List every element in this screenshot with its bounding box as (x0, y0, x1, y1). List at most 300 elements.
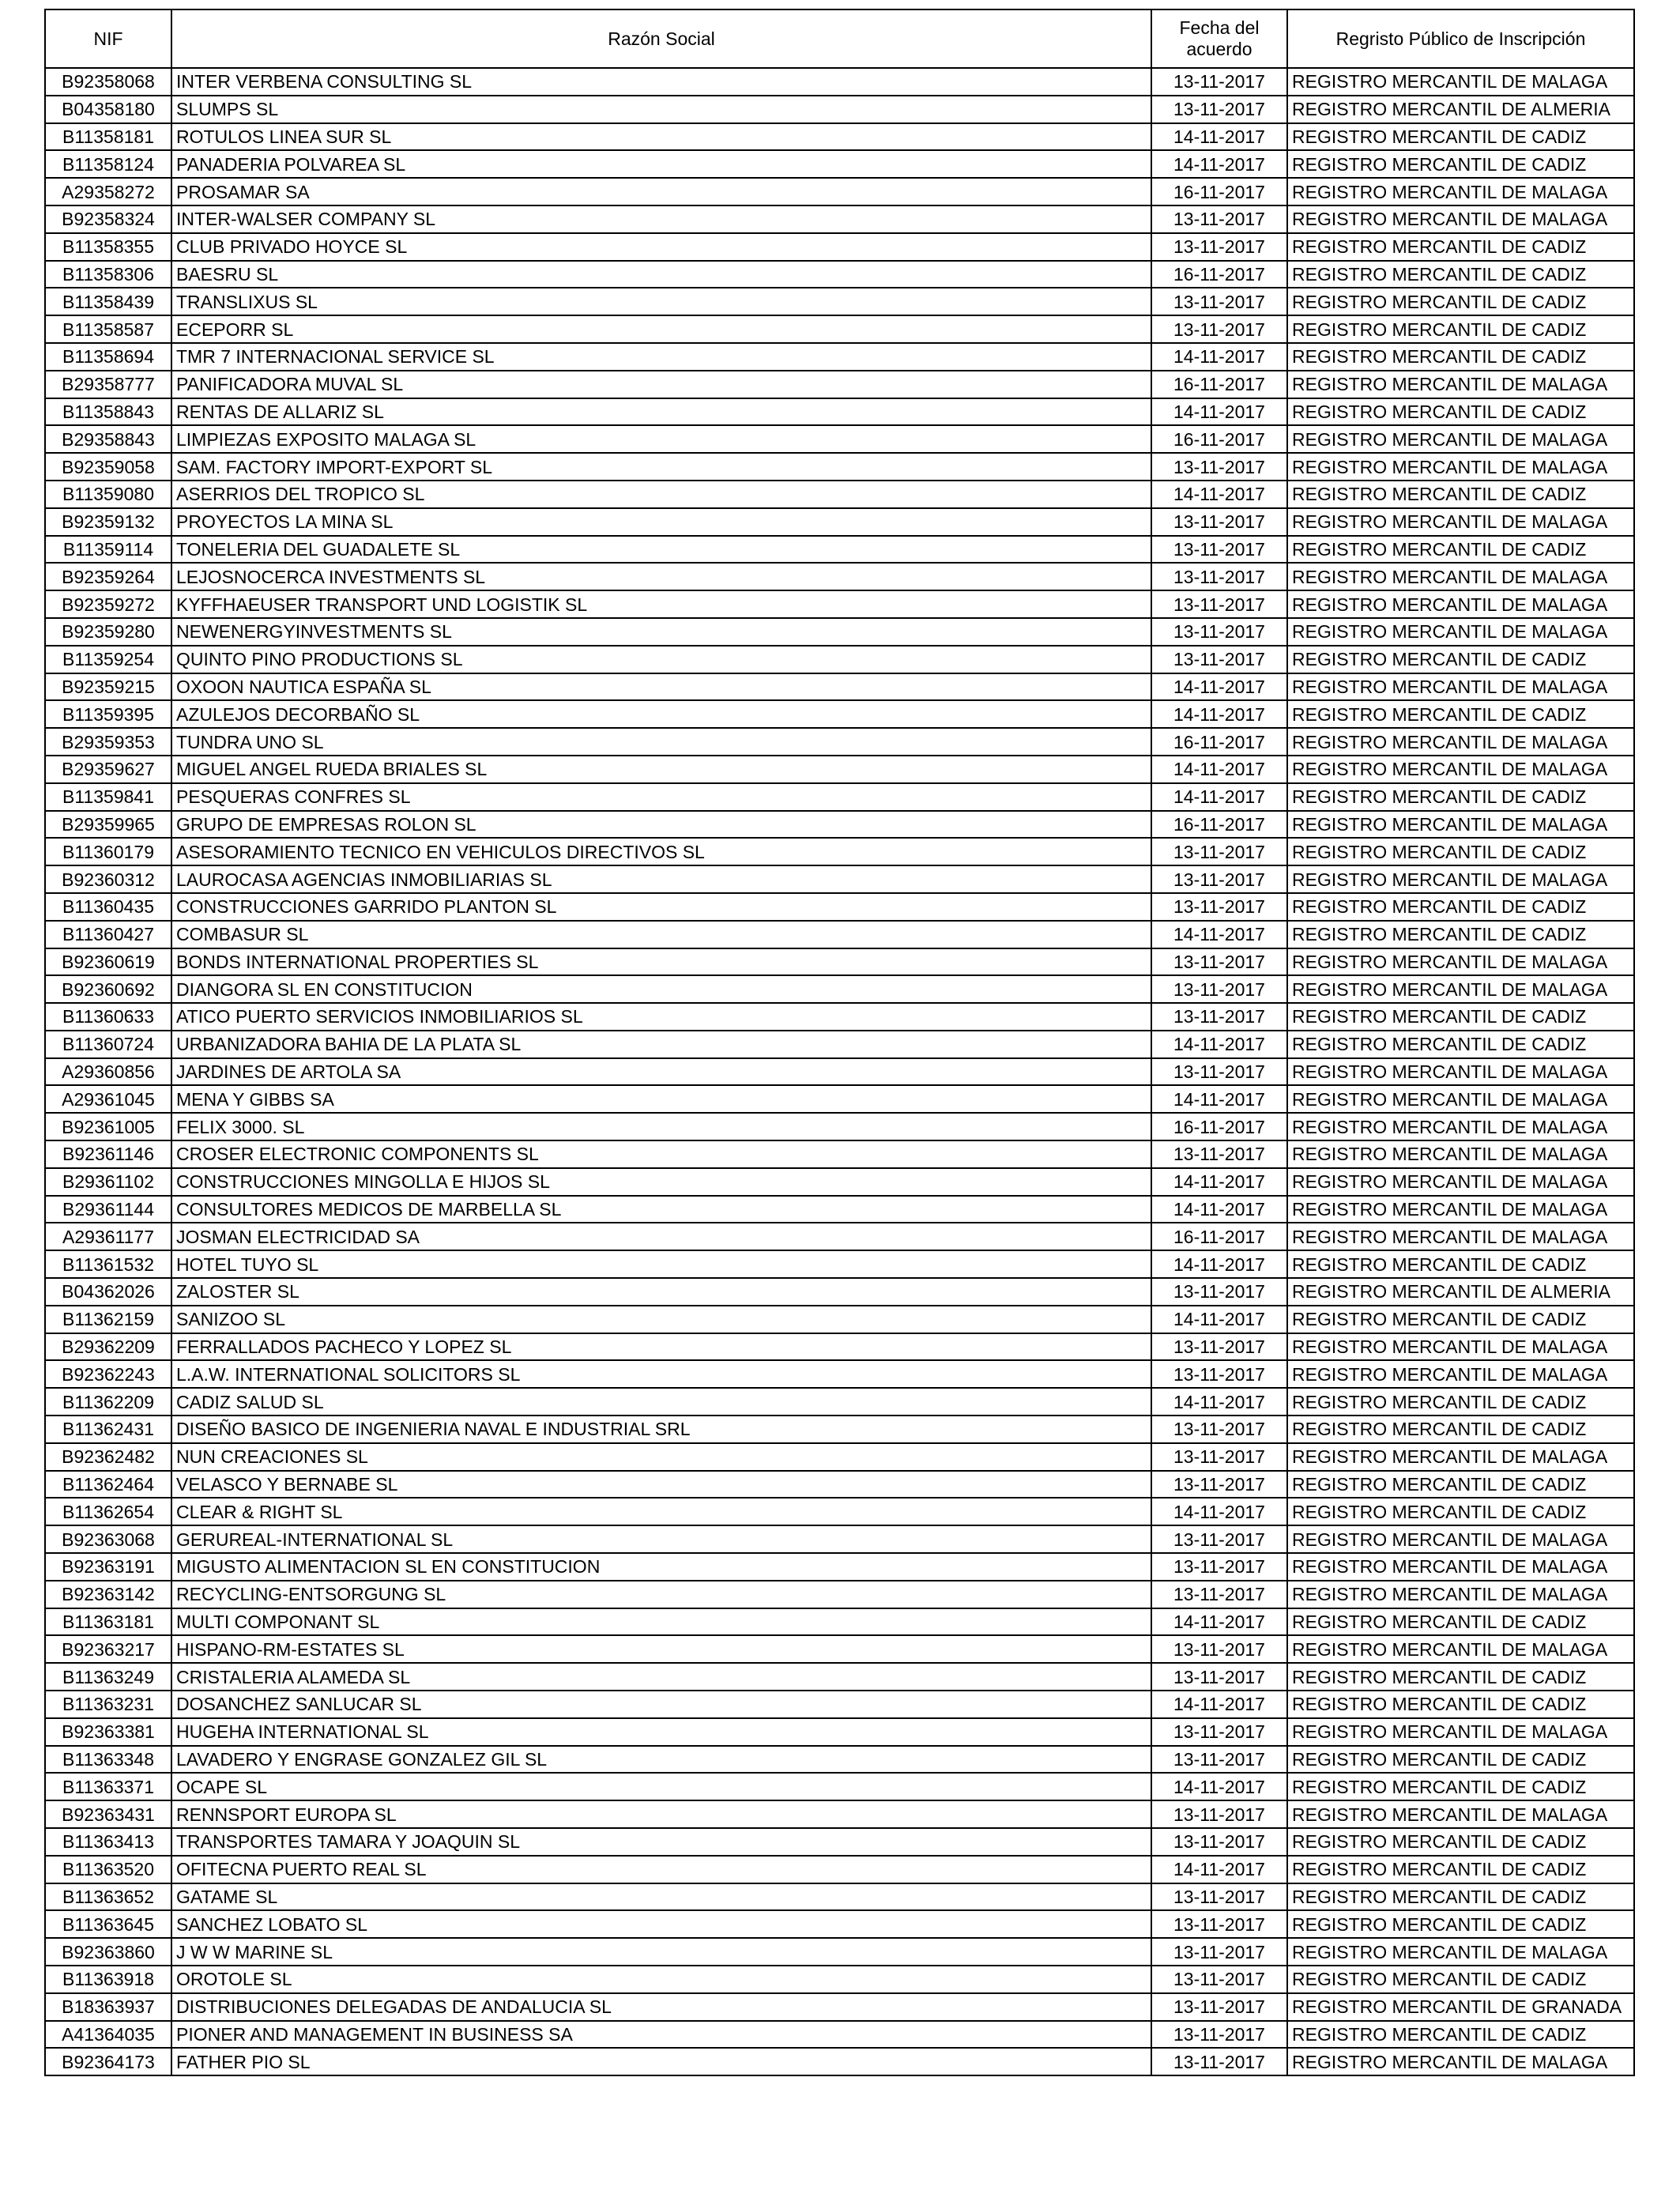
cell-razon-social: DOSANCHEZ SANLUCAR SL (171, 1691, 1151, 1718)
table-row (45, 1883, 1634, 1911)
table-row (45, 1800, 1634, 1828)
cell-registro: REGISTRO MERCANTIL DE MALAGA (1287, 1443, 1634, 1471)
cell-fecha: 13-11-2017 (1151, 1278, 1287, 1306)
table-row (45, 1966, 1634, 1993)
table-row (45, 1718, 1634, 1746)
cell-nif: B92359132 (45, 508, 171, 536)
cell-registro: REGISTRO MERCANTIL DE MALAGA (1287, 68, 1634, 96)
cell-nif: A29358272 (45, 178, 171, 205)
table-row (45, 1196, 1634, 1223)
cell-registro: REGISTRO MERCANTIL DE CADIZ (1287, 123, 1634, 151)
cell-nif: B92359280 (45, 618, 171, 646)
cell-razon-social: MIGUSTO ALIMENTACION SL EN CONSTITUCION (171, 1553, 1151, 1581)
table-row (45, 865, 1634, 893)
cell-fecha: 14-11-2017 (1151, 398, 1287, 426)
cell-razon-social: ASESORAMIENTO TECNICO EN VEHICULOS DIRECTIVOS SL (171, 838, 1151, 865)
cell-fecha: 13-11-2017 (1151, 315, 1287, 343)
cell-nif: B11358843 (45, 398, 171, 426)
cell-registro: REGISTRO MERCANTIL DE CADIZ (1287, 288, 1634, 315)
table-row (45, 646, 1634, 673)
cell-registro: REGISTRO MERCANTIL DE MALAGA (1287, 1553, 1634, 1581)
cell-fecha: 13-11-2017 (1151, 1663, 1287, 1691)
table-row (45, 1168, 1634, 1196)
cell-registro: REGISTRO MERCANTIL DE CADIZ (1287, 481, 1634, 508)
cell-nif: B18363937 (45, 1993, 171, 2021)
table-row (45, 1938, 1634, 1966)
cell-registro: REGISTRO MERCANTIL DE MALAGA (1287, 1800, 1634, 1828)
cell-registro: REGISTRO MERCANTIL DE CADIZ (1287, 536, 1634, 564)
table-row (45, 1993, 1634, 2021)
cell-registro: REGISTRO MERCANTIL DE MALAGA (1287, 756, 1634, 783)
cell-fecha: 13-11-2017 (1151, 948, 1287, 976)
table-row (45, 1828, 1634, 1856)
cell-razon-social: DIANGORA SL EN CONSTITUCION (171, 975, 1151, 1003)
cell-registro: REGISTRO MERCANTIL DE CADIZ (1287, 646, 1634, 673)
cell-fecha: 16-11-2017 (1151, 425, 1287, 453)
cell-fecha: 13-11-2017 (1151, 1360, 1287, 1388)
cell-nif: B04362026 (45, 1278, 171, 1306)
header-fecha-line1: Fecha del (1179, 17, 1260, 38)
cell-fecha: 13-11-2017 (1151, 1003, 1287, 1031)
cell-nif: B11363413 (45, 1828, 171, 1856)
table-row (45, 975, 1634, 1003)
cell-registro: REGISTRO MERCANTIL DE MALAGA (1287, 1718, 1634, 1746)
cell-nif: B11363918 (45, 1966, 171, 1993)
table-row (45, 1085, 1634, 1113)
cell-registro: REGISTRO MERCANTIL DE CADIZ (1287, 315, 1634, 343)
cell-razon-social: OROTOLE SL (171, 1966, 1151, 1993)
cell-fecha: 13-11-2017 (1151, 1553, 1287, 1581)
cell-fecha: 14-11-2017 (1151, 1608, 1287, 1636)
cell-razon-social: TMR 7 INTERNACIONAL SERVICE SL (171, 343, 1151, 371)
cell-fecha: 13-11-2017 (1151, 288, 1287, 315)
cell-registro: REGISTRO MERCANTIL DE CADIZ (1287, 1471, 1634, 1498)
table-row (45, 1003, 1634, 1031)
table-row (45, 673, 1634, 701)
table-row (45, 1113, 1634, 1140)
cell-registro: REGISTRO MERCANTIL DE MALAGA (1287, 1223, 1634, 1250)
cell-razon-social: DISTRIBUCIONES DELEGADAS DE ANDALUCIA SL (171, 1993, 1151, 2021)
cell-fecha: 14-11-2017 (1151, 481, 1287, 508)
cell-razon-social: FERRALLADOS PACHECO Y LOPEZ SL (171, 1333, 1151, 1361)
cell-nif: B11363652 (45, 1883, 171, 1911)
cell-fecha: 13-11-2017 (1151, 1471, 1287, 1498)
header-registro: Regristo Público de Inscripción (1287, 9, 1634, 68)
cell-nif: B11359841 (45, 783, 171, 811)
cell-nif: B92361146 (45, 1140, 171, 1168)
table-row (45, 261, 1634, 288)
table-row (45, 2048, 1634, 2075)
cell-razon-social: URBANIZADORA BAHIA DE LA PLATA SL (171, 1031, 1151, 1058)
cell-registro: REGISTRO MERCANTIL DE MALAGA (1287, 1113, 1634, 1140)
cell-razon-social: NEWENERGYINVESTMENTS SL (171, 618, 1151, 646)
cell-razon-social: DISEÑO BASICO DE INGENIERIA NAVAL E INDUSTRIAL SRL (171, 1416, 1151, 1443)
cell-nif: B92360312 (45, 865, 171, 893)
cell-fecha: 13-11-2017 (1151, 536, 1287, 564)
cell-razon-social: L.A.W. INTERNATIONAL SOLICITORS SL (171, 1360, 1151, 1388)
cell-nif: B29358777 (45, 371, 171, 398)
cell-razon-social: CONSTRUCCIONES MINGOLLA E HIJOS SL (171, 1168, 1151, 1196)
cell-fecha: 14-11-2017 (1151, 1196, 1287, 1223)
cell-registro: REGISTRO MERCANTIL DE CADIZ (1287, 1031, 1634, 1058)
cell-registro: REGISTRO MERCANTIL DE CADIZ (1287, 343, 1634, 371)
cell-registro: REGISTRO MERCANTIL DE CADIZ (1287, 1856, 1634, 1883)
cell-registro: REGISTRO MERCANTIL DE ALMERIA (1287, 1278, 1634, 1306)
cell-fecha: 13-11-2017 (1151, 1581, 1287, 1608)
table-row (45, 343, 1634, 371)
cell-nif: A29361177 (45, 1223, 171, 1250)
table-row (45, 481, 1634, 508)
cell-nif: B92361005 (45, 1113, 171, 1140)
cell-registro: REGISTRO MERCANTIL DE CADIZ (1287, 893, 1634, 921)
cell-nif: B92360692 (45, 975, 171, 1003)
cell-nif: B92363381 (45, 1718, 171, 1746)
header-row (45, 9, 1634, 68)
cell-razon-social: QUINTO PINO PRODUCTIONS SL (171, 646, 1151, 673)
cell-fecha: 16-11-2017 (1151, 1113, 1287, 1140)
table-row (45, 1553, 1634, 1581)
cell-registro: REGISTRO MERCANTIL DE CADIZ (1287, 1498, 1634, 1525)
cell-nif: B11358355 (45, 233, 171, 261)
cell-nif: B11363520 (45, 1856, 171, 1883)
cell-nif: B11362431 (45, 1416, 171, 1443)
cell-nif: B11363645 (45, 1910, 171, 1938)
cell-fecha: 13-11-2017 (1151, 1910, 1287, 1938)
cell-razon-social: INTER-WALSER COMPANY SL (171, 205, 1151, 233)
cell-fecha: 13-11-2017 (1151, 96, 1287, 123)
cell-registro: REGISTRO MERCANTIL DE MALAGA (1287, 865, 1634, 893)
cell-nif: B11358439 (45, 288, 171, 315)
cell-fecha: 13-11-2017 (1151, 1333, 1287, 1361)
cell-razon-social: CLEAR & RIGHT SL (171, 1498, 1151, 1525)
cell-nif: B11362159 (45, 1306, 171, 1333)
table-row (45, 1278, 1634, 1306)
table-row (45, 1635, 1634, 1663)
cell-razon-social: RECYCLING-ENTSORGUNG SL (171, 1581, 1151, 1608)
cell-fecha: 13-11-2017 (1151, 1883, 1287, 1911)
cell-fecha: 14-11-2017 (1151, 1168, 1287, 1196)
cell-nif: B29362209 (45, 1333, 171, 1361)
cell-registro: REGISTRO MERCANTIL DE MALAGA (1287, 1635, 1634, 1663)
cell-fecha: 14-11-2017 (1151, 123, 1287, 151)
cell-nif: B11359254 (45, 646, 171, 673)
cell-razon-social: TRANSLIXUS SL (171, 288, 1151, 315)
cell-razon-social: JOSMAN ELECTRICIDAD SA (171, 1223, 1151, 1250)
cell-registro: REGISTRO MERCANTIL DE MALAGA (1287, 1581, 1634, 1608)
cell-registro: REGISTRO MERCANTIL DE CADIZ (1287, 1883, 1634, 1911)
table-row (45, 178, 1634, 205)
cell-razon-social: HUGEHA INTERNATIONAL SL (171, 1718, 1151, 1746)
cell-razon-social: RENTAS DE ALLARIZ SL (171, 398, 1151, 426)
cell-registro: REGISTRO MERCANTIL DE CADIZ (1287, 1388, 1634, 1416)
table-row (45, 838, 1634, 865)
cell-registro: REGISTRO MERCANTIL DE MALAGA (1287, 975, 1634, 1003)
cell-fecha: 16-11-2017 (1151, 811, 1287, 839)
cell-razon-social: TONELERIA DEL GUADALETE SL (171, 536, 1151, 564)
cell-registro: REGISTRO MERCANTIL DE MALAGA (1287, 948, 1634, 976)
cell-registro: REGISTRO MERCANTIL DE CADIZ (1287, 1416, 1634, 1443)
cell-registro: REGISTRO MERCANTIL DE CADIZ (1287, 398, 1634, 426)
cell-fecha: 13-11-2017 (1151, 865, 1287, 893)
cell-fecha: 16-11-2017 (1151, 371, 1287, 398)
cell-nif: B11360633 (45, 1003, 171, 1031)
cell-registro: REGISTRO MERCANTIL DE GRANADA (1287, 1993, 1634, 2021)
cell-nif: B92363431 (45, 1800, 171, 1828)
cell-registro: REGISTRO MERCANTIL DE CADIZ (1287, 1773, 1634, 1800)
registry-table (44, 9, 1635, 2076)
table-row (45, 1581, 1634, 1608)
cell-razon-social: LAVADERO Y ENGRASE GONZALEZ GIL SL (171, 1746, 1151, 1774)
table-row (45, 728, 1634, 756)
cell-fecha: 13-11-2017 (1151, 1443, 1287, 1471)
cell-fecha: 14-11-2017 (1151, 1250, 1287, 1278)
cell-fecha: 13-11-2017 (1151, 838, 1287, 865)
cell-fecha: 14-11-2017 (1151, 1773, 1287, 1800)
table-row (45, 1773, 1634, 1800)
table-row (45, 536, 1634, 564)
table-row (45, 508, 1634, 536)
cell-fecha: 14-11-2017 (1151, 343, 1287, 371)
cell-registro: REGISTRO MERCANTIL DE CADIZ (1287, 921, 1634, 948)
cell-fecha: 13-11-2017 (1151, 205, 1287, 233)
table-row (45, 1856, 1634, 1883)
table-row (45, 1691, 1634, 1718)
cell-fecha: 13-11-2017 (1151, 68, 1287, 96)
cell-fecha: 14-11-2017 (1151, 1498, 1287, 1525)
cell-registro: REGISTRO MERCANTIL DE MALAGA (1287, 371, 1634, 398)
cell-registro: REGISTRO MERCANTIL DE CADIZ (1287, 1306, 1634, 1333)
table-row (45, 563, 1634, 590)
cell-razon-social: TRANSPORTES TAMARA Y JOAQUIN SL (171, 1828, 1151, 1856)
cell-fecha: 13-11-2017 (1151, 618, 1287, 646)
cell-razon-social: MULTI COMPONANT SL (171, 1608, 1151, 1636)
cell-fecha: 16-11-2017 (1151, 728, 1287, 756)
cell-fecha: 13-11-2017 (1151, 893, 1287, 921)
cell-fecha: 14-11-2017 (1151, 673, 1287, 701)
cell-fecha: 13-11-2017 (1151, 1525, 1287, 1553)
table-row (45, 1498, 1634, 1525)
cell-registro: REGISTRO MERCANTIL DE MALAGA (1287, 563, 1634, 590)
cell-fecha: 13-11-2017 (1151, 1058, 1287, 1086)
cell-nif: B11363181 (45, 1608, 171, 1636)
cell-nif: B29361102 (45, 1168, 171, 1196)
cell-razon-social: OCAPE SL (171, 1773, 1151, 1800)
cell-registro: REGISTRO MERCANTIL DE MALAGA (1287, 1525, 1634, 1553)
cell-nif: B11363231 (45, 1691, 171, 1718)
cell-razon-social: SANIZOO SL (171, 1306, 1151, 1333)
cell-fecha: 13-11-2017 (1151, 590, 1287, 618)
cell-razon-social: FELIX 3000. SL (171, 1113, 1151, 1140)
table-header (45, 9, 1634, 68)
cell-registro: REGISTRO MERCANTIL DE MALAGA (1287, 1333, 1634, 1361)
cell-registro: REGISTRO MERCANTIL DE MALAGA (1287, 590, 1634, 618)
table-row (45, 150, 1634, 178)
table-row (45, 1525, 1634, 1553)
cell-nif: B29358843 (45, 425, 171, 453)
cell-registro: REGISTRO MERCANTIL DE MALAGA (1287, 1058, 1634, 1086)
cell-registro: REGISTRO MERCANTIL DE MALAGA (1287, 1168, 1634, 1196)
cell-fecha: 16-11-2017 (1151, 261, 1287, 288)
cell-razon-social: LEJOSNOCERCA INVESTMENTS SL (171, 563, 1151, 590)
cell-fecha: 13-11-2017 (1151, 646, 1287, 673)
cell-razon-social: PESQUERAS CONFRES SL (171, 783, 1151, 811)
table-row (45, 1058, 1634, 1086)
cell-nif: B92359215 (45, 673, 171, 701)
cell-nif: B92358068 (45, 68, 171, 96)
table-row (45, 1333, 1634, 1361)
cell-nif: B29361144 (45, 1196, 171, 1223)
cell-nif: B11360179 (45, 838, 171, 865)
cell-razon-social: CLUB PRIVADO HOYCE SL (171, 233, 1151, 261)
cell-razon-social: AZULEJOS DECORBAÑO SL (171, 700, 1151, 728)
cell-razon-social: ZALOSTER SL (171, 1278, 1151, 1306)
cell-nif: B11358587 (45, 315, 171, 343)
cell-registro: REGISTRO MERCANTIL DE CADIZ (1287, 1003, 1634, 1031)
cell-nif: A29360856 (45, 1058, 171, 1086)
cell-nif: B11359395 (45, 700, 171, 728)
cell-registro: REGISTRO MERCANTIL DE MALAGA (1287, 1196, 1634, 1223)
cell-fecha: 13-11-2017 (1151, 1993, 1287, 2021)
cell-fecha: 16-11-2017 (1151, 1223, 1287, 1250)
cell-registro: REGISTRO MERCANTIL DE MALAGA (1287, 205, 1634, 233)
cell-registro: REGISTRO MERCANTIL DE MALAGA (1287, 453, 1634, 481)
cell-registro: REGISTRO MERCANTIL DE MALAGA (1287, 178, 1634, 205)
cell-registro: REGISTRO MERCANTIL DE ALMERIA (1287, 96, 1634, 123)
cell-nif: B92363191 (45, 1553, 171, 1581)
cell-registro: REGISTRO MERCANTIL DE CADIZ (1287, 2021, 1634, 2049)
cell-nif: B11363348 (45, 1746, 171, 1774)
cell-razon-social: MIGUEL ANGEL RUEDA BRIALES SL (171, 756, 1151, 783)
cell-fecha: 13-11-2017 (1151, 1938, 1287, 1966)
cell-razon-social: OFITECNA PUERTO REAL SL (171, 1856, 1151, 1883)
cell-razon-social: CONSTRUCCIONES GARRIDO PLANTON SL (171, 893, 1151, 921)
table-row (45, 1746, 1634, 1774)
cell-nif: B29359965 (45, 811, 171, 839)
cell-registro: REGISTRO MERCANTIL DE CADIZ (1287, 1608, 1634, 1636)
cell-razon-social: MENA Y GIBBS SA (171, 1085, 1151, 1113)
cell-fecha: 13-11-2017 (1151, 1746, 1287, 1774)
cell-nif: B92359264 (45, 563, 171, 590)
cell-registro: REGISTRO MERCANTIL DE MALAGA (1287, 508, 1634, 536)
cell-nif: B92363068 (45, 1525, 171, 1553)
cell-razon-social: PROYECTOS LA MINA SL (171, 508, 1151, 536)
cell-fecha: 16-11-2017 (1151, 178, 1287, 205)
header-fecha-line2: acuerdo (1186, 39, 1252, 59)
cell-razon-social: RENNSPORT EUROPA SL (171, 1800, 1151, 1828)
table-row (45, 1360, 1634, 1388)
cell-razon-social: BAESRU SL (171, 261, 1151, 288)
cell-registro: REGISTRO MERCANTIL DE MALAGA (1287, 1140, 1634, 1168)
cell-registro: REGISTRO MERCANTIL DE CADIZ (1287, 1691, 1634, 1718)
cell-razon-social: COMBASUR SL (171, 921, 1151, 948)
cell-nif: B92360619 (45, 948, 171, 976)
cell-razon-social: GERUREAL-INTERNATIONAL SL (171, 1525, 1151, 1553)
cell-razon-social: SANCHEZ LOBATO SL (171, 1910, 1151, 1938)
cell-razon-social: GRUPO DE EMPRESAS ROLON SL (171, 811, 1151, 839)
cell-fecha: 14-11-2017 (1151, 150, 1287, 178)
cell-razon-social: CADIZ SALUD SL (171, 1388, 1151, 1416)
cell-fecha: 13-11-2017 (1151, 1416, 1287, 1443)
cell-fecha: 14-11-2017 (1151, 1031, 1287, 1058)
table-row (45, 315, 1634, 343)
cell-fecha: 13-11-2017 (1151, 508, 1287, 536)
table-row (45, 700, 1634, 728)
cell-fecha: 14-11-2017 (1151, 700, 1287, 728)
cell-registro: REGISTRO MERCANTIL DE CADIZ (1287, 838, 1634, 865)
cell-razon-social: ROTULOS LINEA SUR SL (171, 123, 1151, 151)
cell-fecha: 14-11-2017 (1151, 921, 1287, 948)
cell-fecha: 13-11-2017 (1151, 1828, 1287, 1856)
cell-registro: REGISTRO MERCANTIL DE CADIZ (1287, 233, 1634, 261)
table-row (45, 1663, 1634, 1691)
table-row (45, 123, 1634, 151)
cell-nif: B92363217 (45, 1635, 171, 1663)
cell-registro: REGISTRO MERCANTIL DE MALAGA (1287, 2048, 1634, 2075)
cell-razon-social: SAM. FACTORY IMPORT-EXPORT SL (171, 453, 1151, 481)
table-row (45, 590, 1634, 618)
cell-nif: A29361045 (45, 1085, 171, 1113)
cell-nif: B92363142 (45, 1581, 171, 1608)
cell-razon-social: J W W MARINE SL (171, 1938, 1151, 1966)
cell-nif: B11358181 (45, 123, 171, 151)
table-row (45, 1471, 1634, 1498)
cell-fecha: 13-11-2017 (1151, 563, 1287, 590)
cell-nif: B11359114 (45, 536, 171, 564)
cell-razon-social: ECEPORR SL (171, 315, 1151, 343)
cell-registro: REGISTRO MERCANTIL DE CADIZ (1287, 150, 1634, 178)
cell-fecha: 13-11-2017 (1151, 1800, 1287, 1828)
table-row (45, 233, 1634, 261)
table-row (45, 205, 1634, 233)
cell-nif: B11360724 (45, 1031, 171, 1058)
cell-nif: B11360427 (45, 921, 171, 948)
cell-nif: B11363249 (45, 1663, 171, 1691)
cell-fecha: 13-11-2017 (1151, 1140, 1287, 1168)
cell-registro: REGISTRO MERCANTIL DE MALAGA (1287, 1085, 1634, 1113)
cell-razon-social: HISPANO-RM-ESTATES SL (171, 1635, 1151, 1663)
table-row (45, 893, 1634, 921)
cell-razon-social: NUN CREACIONES SL (171, 1443, 1151, 1471)
cell-nif: B11361532 (45, 1250, 171, 1278)
table-row (45, 1031, 1634, 1058)
table-row (45, 811, 1634, 839)
cell-registro: REGISTRO MERCANTIL DE CADIZ (1287, 1966, 1634, 1993)
header-nif: NIF (45, 9, 171, 68)
cell-razon-social: OXOON NAUTICA ESPAÑA SL (171, 673, 1151, 701)
cell-fecha: 14-11-2017 (1151, 783, 1287, 811)
cell-razon-social: BONDS INTERNATIONAL PROPERTIES SL (171, 948, 1151, 976)
table-row (45, 96, 1634, 123)
table-row (45, 1910, 1634, 1938)
cell-razon-social: CONSULTORES MEDICOS DE MARBELLA SL (171, 1196, 1151, 1223)
cell-nif: B92359272 (45, 590, 171, 618)
table-row (45, 756, 1634, 783)
cell-nif: B11363371 (45, 1773, 171, 1800)
table-row (45, 371, 1634, 398)
table-row (45, 1388, 1634, 1416)
table-row (45, 783, 1634, 811)
cell-fecha: 14-11-2017 (1151, 1856, 1287, 1883)
cell-registro: REGISTRO MERCANTIL DE MALAGA (1287, 673, 1634, 701)
cell-razon-social: CRISTALERIA ALAMEDA SL (171, 1663, 1151, 1691)
cell-razon-social: PROSAMAR SA (171, 178, 1151, 205)
cell-fecha: 13-11-2017 (1151, 2021, 1287, 2049)
table-row (45, 1223, 1634, 1250)
cell-fecha: 14-11-2017 (1151, 1306, 1287, 1333)
cell-razon-social: PANIFICADORA MUVAL SL (171, 371, 1151, 398)
header-razon-social: Razón Social (171, 9, 1151, 68)
cell-razon-social: TUNDRA UNO SL (171, 728, 1151, 756)
